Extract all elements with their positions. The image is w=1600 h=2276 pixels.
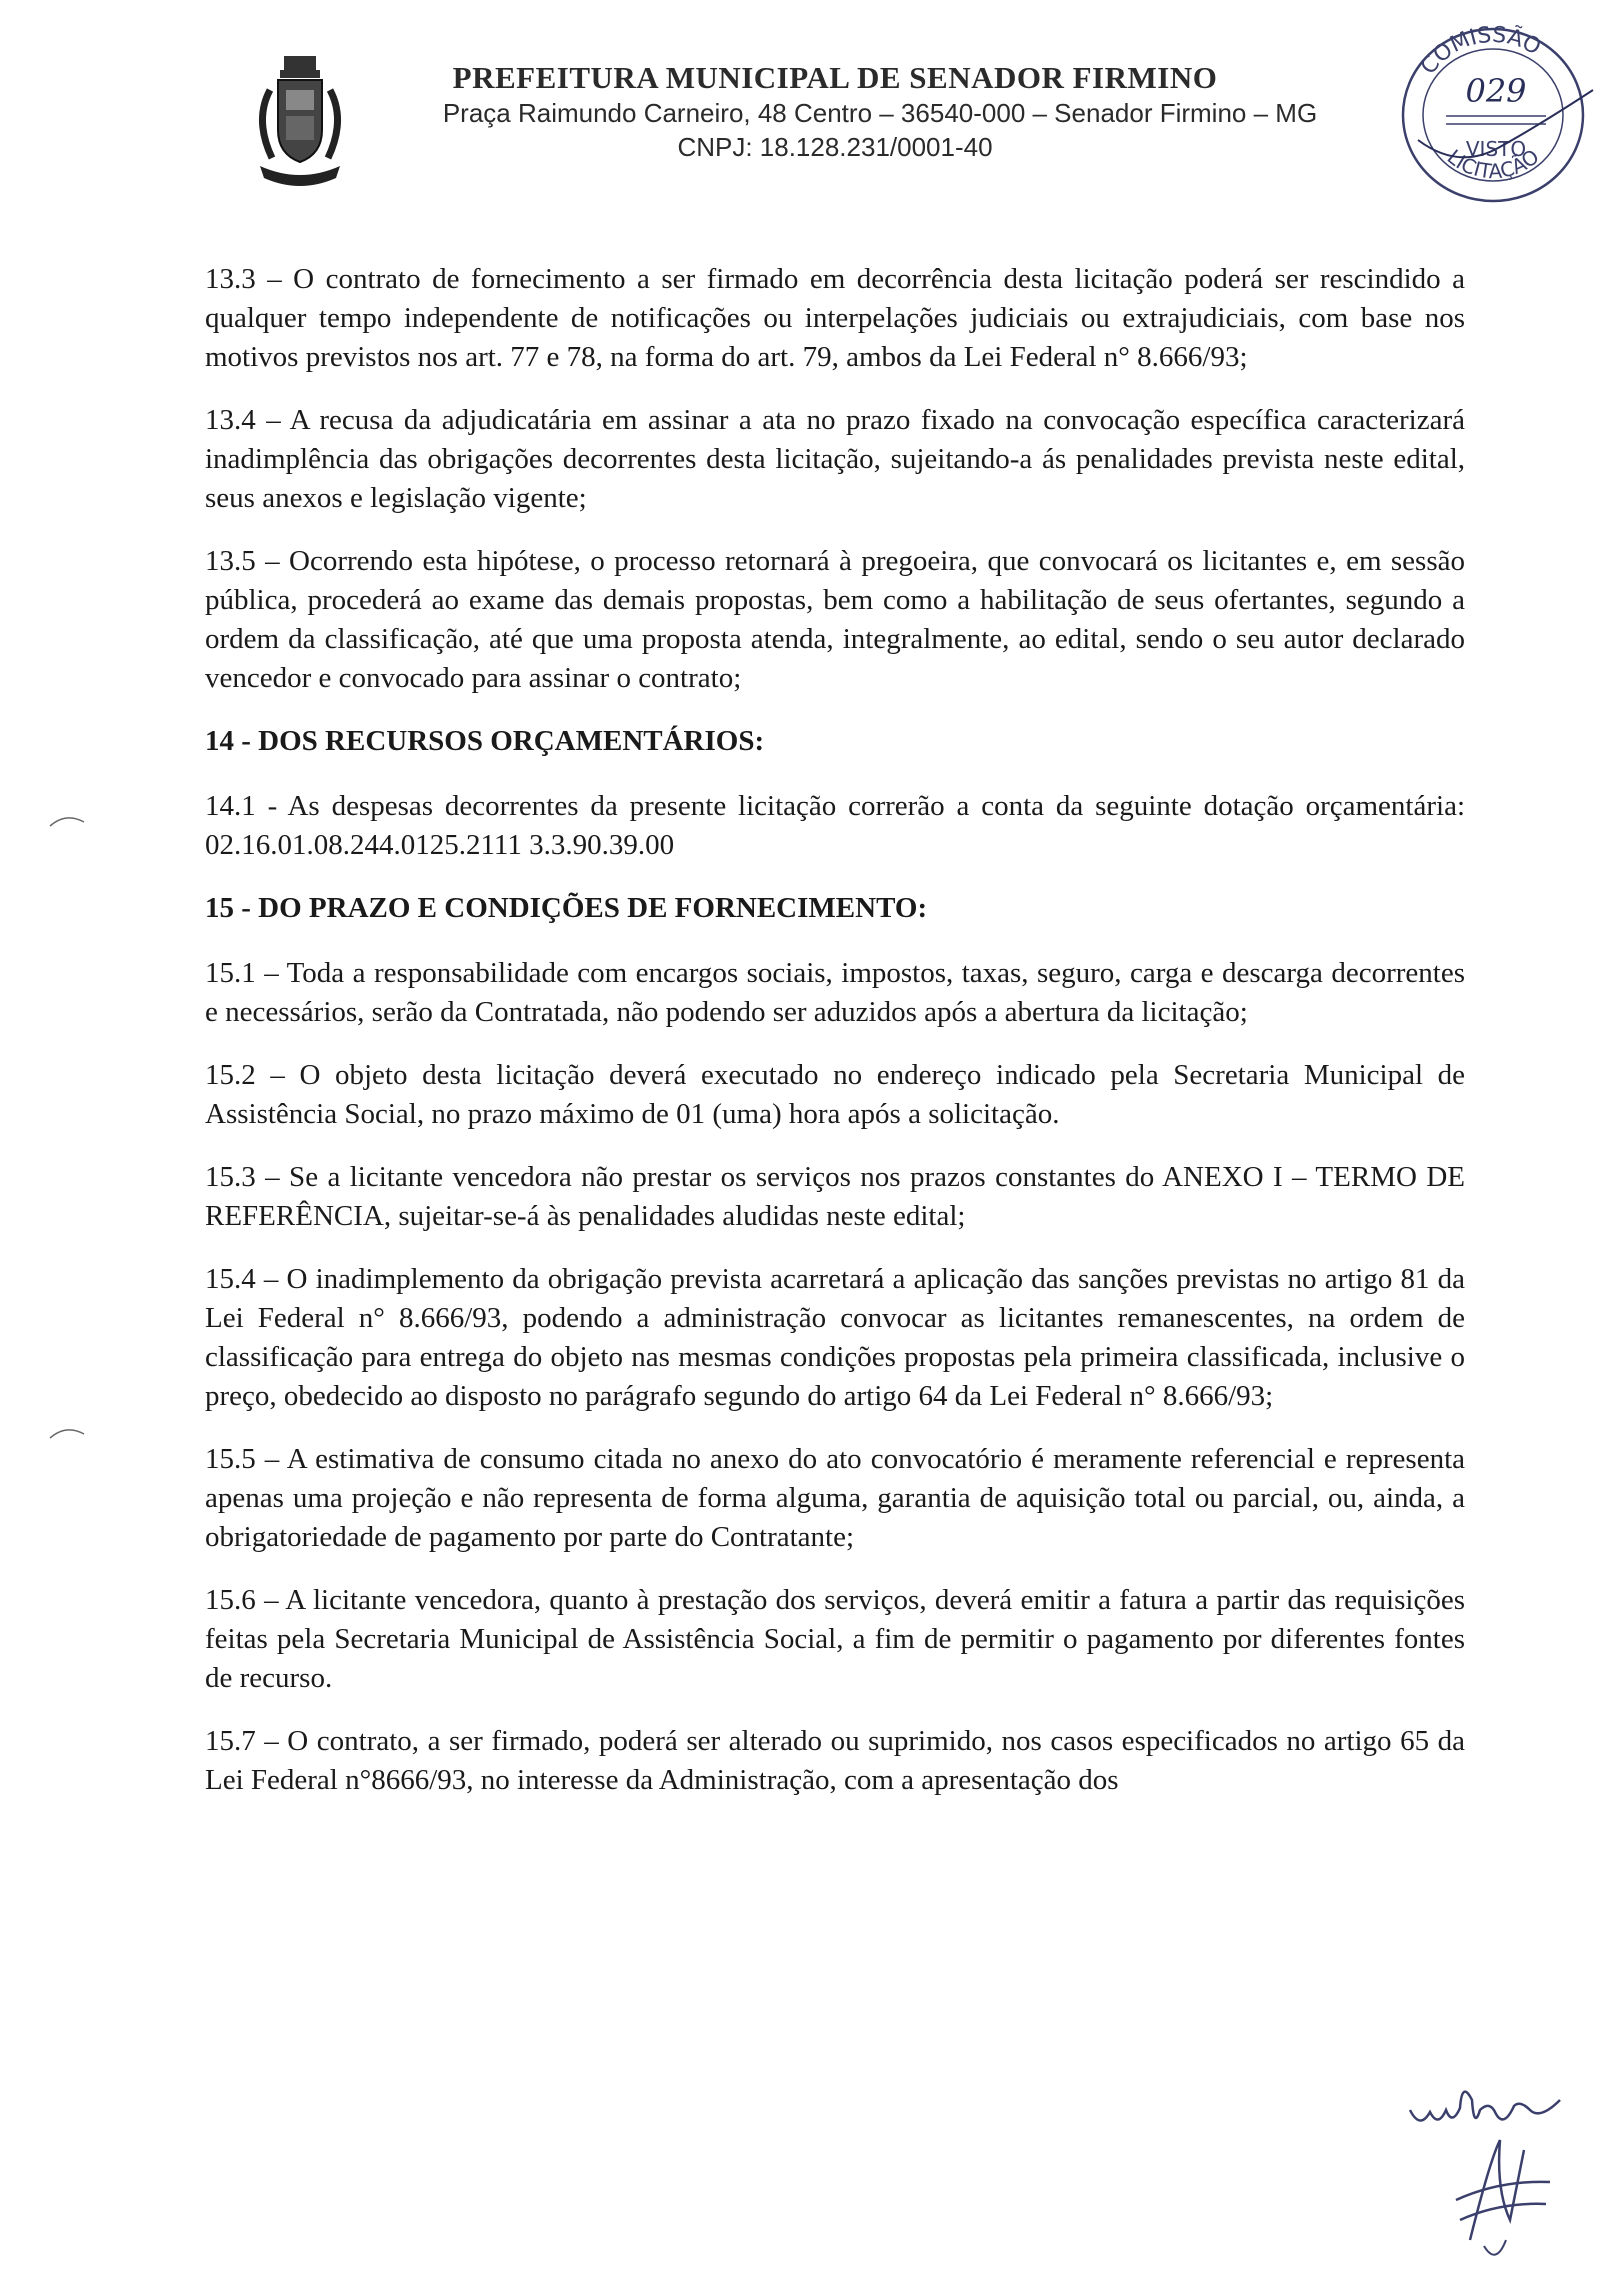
margin-scan-mark xyxy=(48,810,88,830)
stamp-top-text: COMISSÃO xyxy=(1416,22,1545,80)
clause-15-5: 15.5 – A estimativa de consumo citada no anexo do ato convocatório é meramente referencial e representa apenas uma projeção e não representa de forma alguma, garantia de aquisição total ou parcial, ou, ainda, a obrigatoriedade de pagamento por parte do Contratante; xyxy=(205,1443,1465,1553)
clause-15-4: 15.4 – O inadimplemento da obrigação prevista acarretará a aplicação das sanções previstas no artigo 81 da Lei Federal n° 8.666/93, podendo a administração convocar as licitantes remanescentes, na ordem de classificação para entrega do objeto nas mesmas condições propostas pela primeira classificada, inclusive o preço, obedecido ao disposto no parágrafo segundo do artigo 64 da Lei Federal n° 8.666/93; xyxy=(205,1263,1465,1412)
letterhead xyxy=(0,0,1600,200)
clause-14-1: 14.1 - As despesas decorrentes da presente licitação correrão a conta da seguinte dotação orçamentária: 02.16.01.08.244.0125.2111 3.3.90.39.00 xyxy=(205,790,1465,861)
section-14-heading: 14 - DOS RECURSOS ORÇAMENTÁRIOS: xyxy=(205,725,765,757)
stamp-bottom-text: LICITAÇÃO xyxy=(1442,144,1544,184)
org-name: PREFEITURA MUNICIPAL DE SENADOR FIRMINO xyxy=(452,60,1218,95)
municipal-coat-of-arms-icon xyxy=(240,50,360,200)
margin-scan-mark xyxy=(48,1422,88,1442)
stamp-handwritten-number: 029 xyxy=(1465,72,1527,110)
clause-15-1: 15.1 – Toda a responsabilidade com encargos sociais, impostos, taxas, seguro, carga e descarga decorrentes e necessários, serão da Contratada, não podendo ser aduzidos após a abertura da licitação; xyxy=(205,957,1465,1028)
document-body xyxy=(205,260,1465,1824)
section-15-heading: 15 - DO PRAZO E CONDIÇÕES DE FORNECIMENTO: xyxy=(205,892,928,924)
handwritten-signature xyxy=(1400,2070,1600,2276)
clause-15-3: 15.3 – Se a licitante vencedora não prestar os serviços nos prazos constantes do ANEXO I – TERMO DE REFERÊNCIA, sujeitar-se-á às penalidades aludidas neste edital; xyxy=(205,1161,1465,1232)
org-cnpj: CNPJ: 18.128.231/0001-40 xyxy=(677,132,993,162)
clause-13-5: 13.5 – Ocorrendo esta hipótese, o processo retornará à pregoeira, que convocará os licitantes e, em sessão pública, procederá ao exame das demais propostas, bem como a habilitação de seus ofertantes, segundo a ordem da classificação, até que uma proposta atenda, integralmente, ao edital, sendo o seu autor declarado vencedor e convocado para assinar o contrato; xyxy=(205,545,1465,694)
clause-15-7: 15.7 – O contrato, a ser firmado, poderá ser alterado ou suprimido, nos casos especificados no artigo 65 da Lei Federal n°8666/93, no interesse da Administração, com a apresentação dos xyxy=(205,1725,1465,1796)
clause-13-3: 13.3 – O contrato de fornecimento a ser firmado em decorrência desta licitação poderá ser rescindido a qualquer tempo independente de notificações ou interpelações judiciais ou extrajudiciais, com base nos motivos previstos nos art. 77 e 78, na forma do art. 79, ambos da Lei Federal n° 8.666/93; xyxy=(205,263,1465,373)
clause-15-6: 15.6 – A licitante vencedora, quanto à prestação dos serviços, deverá emitir a fatura a partir das requisições feitas pela Secretaria Municipal de Assistência Social, a fim de permitir o pagamento por diferentes fontes de recurso. xyxy=(205,1584,1465,1694)
clause-13-4: 13.4 – A recusa da adjudicatária em assinar a ata no prazo fixado na convocação específica caracterizará inadimplência das obrigações decorrentes desta licitação, sujeitando-a ás penalidades prevista neste edital, seus anexos e legislação vigente; xyxy=(205,404,1465,514)
org-address: Praça Raimundo Carneiro, 48 Centro – 36540-000 – Senador Firmino – MG xyxy=(442,98,1318,128)
commission-stamp xyxy=(1388,20,1598,210)
clause-15-2: 15.2 – O objeto desta licitação deverá executado no endereço indicado pela Secretaria Municipal de Assistência Social, no prazo máximo de 01 (uma) hora após a solicitação. xyxy=(205,1059,1465,1130)
stamp-center-text: VISTO xyxy=(1465,137,1527,161)
